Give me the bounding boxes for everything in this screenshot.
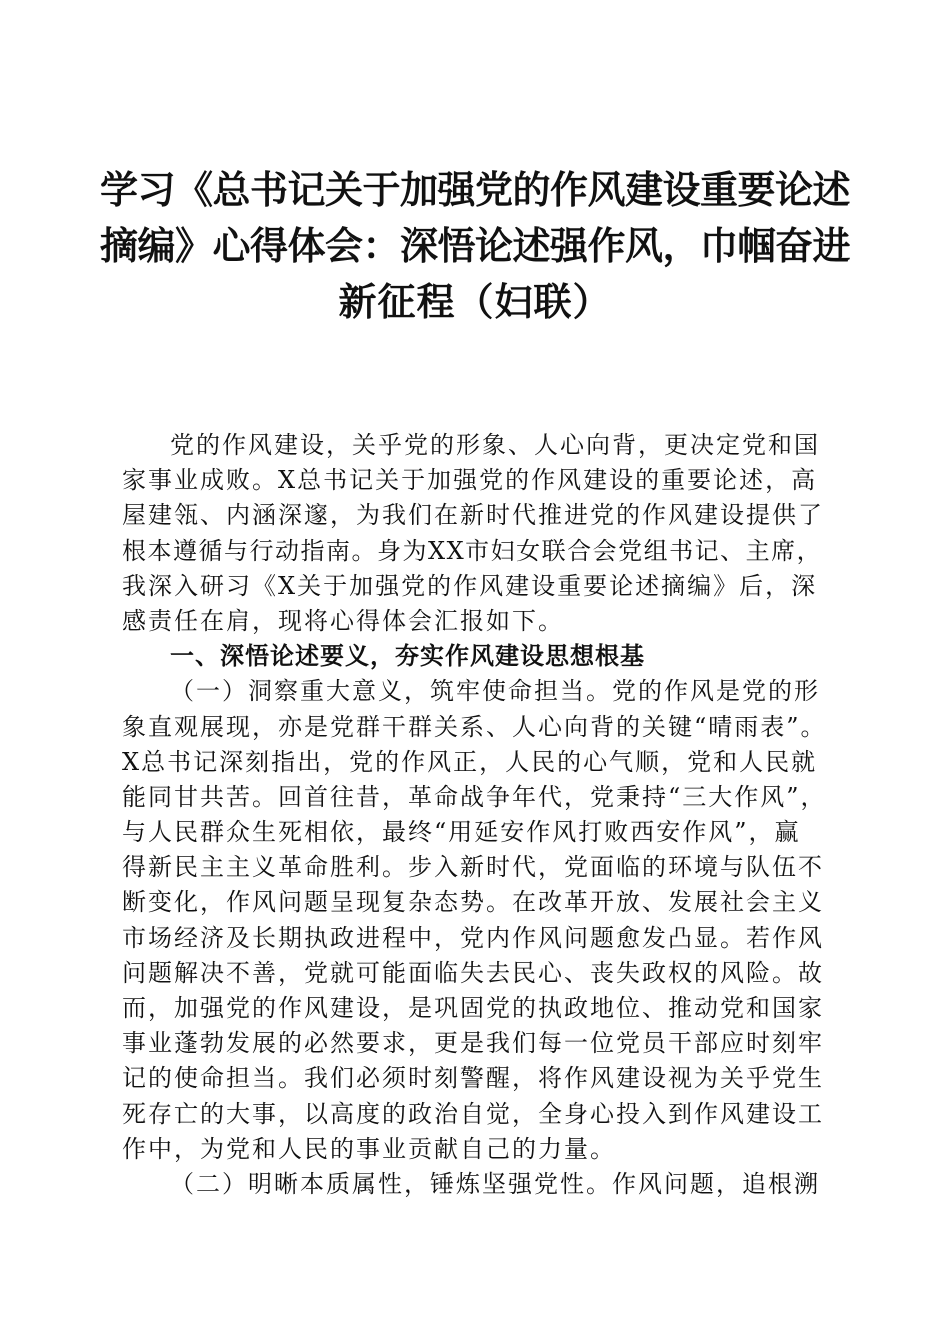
paragraph-line: 根本遵循与行动指南。身为XX市妇女联合会党组书记、主席，: [122, 536, 823, 565]
paragraph-line: 市场经济及长期执政进程中，党内作风问题愈发凸显。若作风: [122, 923, 824, 952]
paragraph-line: 我深入研习《X关于加强党的作风建设重要论述摘编》后，深: [122, 571, 818, 600]
paragraph-line: （一）洞察重大意义，筑牢使命担当。党的作风是党的形: [170, 677, 820, 706]
document-title: [100, 162, 850, 330]
section-heading: 一、深悟论述要义，夯实作风建设思想根基: [170, 642, 645, 671]
document-body: [122, 428, 832, 1202]
paragraph-line: 问题解决不善，党就可能面临失去民心、丧失政权的风险。故: [122, 958, 824, 987]
paragraph-line: 断变化，作风问题呈现复杂态势。在改革开放、发展社会主义: [122, 888, 824, 917]
paragraph-line: 象直观展现，亦是党群干群关系、人心向背的关键“晴雨表”。: [122, 712, 827, 741]
paragraph-line: 家事业成败。X总书记关于加强党的作风建设的重要论述，高: [122, 466, 818, 495]
paragraph-line: 而，加强党的作风建设，是巩固党的执政地位、推动党和国家: [122, 994, 824, 1022]
paragraph-line: 能同甘共苦。回首往昔，革命战争年代，党秉持“三大作风”，: [122, 782, 827, 811]
paragraph-line: 与人民群众生死相依，最终“用延安作风打败西安作风”，赢: [122, 818, 801, 847]
title-line: 新征程（妇联）: [338, 279, 612, 324]
paragraph-line: X总书记深刻指出，党的作风正，人民的心气顺，党和人民就: [122, 747, 818, 776]
paragraph-line: 党的作风建设，关乎党的形象、人心向背，更决定党和国: [170, 431, 820, 459]
paragraph-line: 死存亡的大事，以高度的政治自觉，全身心投入到作风建设工: [122, 1099, 824, 1128]
title-line: 学习《总书记关于加强党的作风建设重要论述: [100, 167, 851, 212]
paragraph-line: 得新民主主义革命胜利。步入新时代，党面临的环境与队伍不: [122, 853, 824, 882]
paragraph-line: 记的使命担当。我们必须时刻警醒，将作风建设视为关乎党生: [122, 1064, 824, 1093]
paragraph-line: （二）明晰本质属性，锤炼坚强党性。作风问题，追根溯: [170, 1169, 820, 1198]
paragraph-line: 作中，为党和人民的事业贡献自己的力量。: [122, 1134, 616, 1163]
paragraph-line: 屋建瓴、内涵深邃，为我们在新时代推进党的作风建设提供了: [122, 501, 824, 530]
paragraph-line: 感责任在肩，现将心得体会汇报如下。: [122, 606, 564, 635]
title-line: 摘编》心得体会：深悟论述强作风，巾帼奋进: [100, 223, 851, 268]
paragraph-line: 事业蓬勃发展的必然要求，更是我们每一位党员干部应时刻牢: [122, 1029, 824, 1058]
